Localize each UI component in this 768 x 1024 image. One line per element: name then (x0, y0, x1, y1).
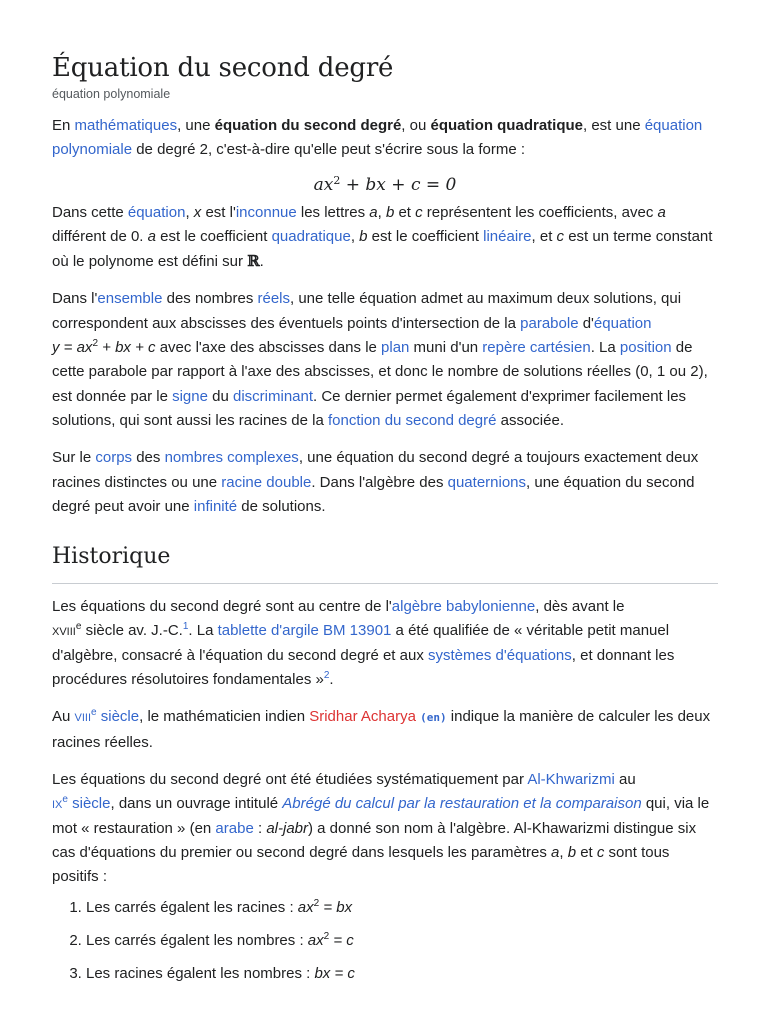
link-systemes-equations[interactable]: systèmes d'équations (428, 646, 572, 664)
link-plan[interactable]: plan (381, 339, 410, 357)
link-parabole[interactable]: parabole (520, 314, 579, 332)
link-arabe[interactable]: arabe (215, 819, 254, 837)
reference-1[interactable]: 1 (182, 621, 189, 633)
link-reels[interactable]: réels (257, 290, 290, 308)
link-lineaire[interactable]: linéaire (483, 227, 532, 245)
list-item: 3. Les racines égalent les nombres : bx = c (86, 964, 718, 984)
link-equation-polynomiale[interactable]: équation polynomiale (52, 117, 703, 159)
reference-2[interactable]: 2 (323, 670, 330, 682)
link-discriminant[interactable]: discriminant (232, 387, 314, 405)
page-title: Équation du second degré (52, 53, 394, 83)
list-item: 1. Les carrés égalent les racines : $ax^2$ = bx (86, 898, 718, 918)
definition-paragraph: Dans cette équation, x est l'inconnue les lettres a, b et c représentent les coefficients, avec a différent de 0. a est le coefficient quadratique, b est le coefficient linéaire, et c est un terme constant où le polynome est défini sur ℝ. (52, 203, 713, 271)
complex-paragraph: Sur le corps des nombres complexes, une équation du second degré a toujours exactement deux racines distinctes ou une racine double. Dans l'algèbre des quaternions, une équation du second degré peut avoir une infinité de solutions. (52, 449, 699, 515)
history-paragraph-1: Les équations du second degré sont au centre de l'algèbre babylonienne, dès avant le xviii$^e$ siècle av. J.-C.$^1$. La tablette d'argile BM 13901 a été qualifiée de « véritable petit manuel d'algèbre, consacré à l'équation du second degré et aux systèmes d'équations, et donnant les procédures résolutoires fondamentales »$^2$. (52, 598, 675, 689)
real-numbers-symbol: ℝ (247, 252, 260, 271)
page-subtitle: équation polynomiale (52, 87, 171, 101)
section-heading-historique: Historique (52, 541, 718, 584)
link-position[interactable]: position (619, 339, 672, 357)
link-racine-double[interactable]: racine double (221, 473, 312, 491)
link-quadratique[interactable]: quadratique (271, 227, 351, 245)
link-algebre-babylonienne[interactable]: algèbre babylonienne (391, 598, 536, 616)
link-quaternions[interactable]: quaternions (447, 473, 527, 491)
equation-cases-list (52, 898, 718, 984)
intro-paragraph: En mathématiques, une équation du second degré, ou équation quadratique, est une équation polynomiale de degré 2, c'est-à-dire qu'elle peut s'écrire sous la forme : (52, 117, 703, 159)
link-nombres-complexes[interactable]: nombres complexes (164, 449, 299, 467)
link-tablette-bm13901[interactable]: tablette d'argile BM 13901 (217, 622, 392, 640)
list-item: 2. Les carrés égalent les nombres : $ax^2 = c$ (86, 931, 718, 951)
link-fonction-second-degre[interactable]: fonction du second degré (327, 411, 497, 429)
link-repere-cartesien[interactable]: repère cartésien (482, 339, 591, 357)
link-abrege-du-calcul[interactable]: Abrégé du calcul par la restauration et la comparaison (282, 795, 642, 813)
link-corps[interactable]: corps (95, 449, 133, 467)
link-equation[interactable]: équation (127, 203, 186, 221)
link-sridhar-acharya[interactable]: Sridhar Acharya (309, 708, 416, 726)
link-inconnue[interactable]: inconnue (235, 203, 297, 221)
link-infinite[interactable]: infinité (193, 497, 238, 515)
link-viii-siecle[interactable]: viii$^e$ siècle (74, 707, 140, 726)
link-al-khwarizmi[interactable]: Al-Khwarizmi (527, 770, 615, 788)
link-ensemble[interactable]: ensemble (97, 290, 163, 308)
link-signe[interactable]: signe (172, 387, 208, 405)
quadratic-formula: $ax^2$ + bx + c = 0 (313, 173, 457, 195)
link-ix-siecle[interactable]: $ix^e$ siècle (52, 794, 111, 813)
link-mathematiques[interactable]: mathématiques (74, 117, 178, 134)
link-english-version[interactable]: (en) (420, 711, 447, 725)
link-equation-2[interactable]: équation (593, 314, 652, 332)
history-paragraph-3: Les équations du second degré ont été étudiées systématiquement par Al-Khwarizmi au $ix^e$ siècle, dans un ouvrage intitulé Abrégé du calcul par la restauration et la comparaison qui, via le mot « restauration » (en arabe : al-jabr) a donné son nom à l'algèbre. Al-Khawarizmi distingue six cas d'équations du premier ou second degré dans lesquels les paramètres a, b et c sont tous positifs : (52, 770, 710, 886)
solutions-paragraph: Dans l'ensemble des nombres réels, une telle équation admet au maximum deux solutions, qui correspondent aux abscisses des éventuels points d'intersection de la parabole d'équation $y = ax^2$ + bx + c avec l'axe des abscisses dans le plan muni d'un repère cartésien. La position de cette parabole par rapport à l'axe des abscisses, et donc le nombre de solutions réelles (0, 1 ou 2), est donnée par le signe du discriminant. Ce dernier permet également d'exprimer facilement les solutions, qui sont aussi les racines de la fonction du second degré associée. (52, 290, 708, 429)
history-paragraph-2: Au viii$^e$ siècle, le mathématicien indien Sridhar Acharya (en) indique la manière de calculer les deux racines réelles. (52, 707, 711, 751)
